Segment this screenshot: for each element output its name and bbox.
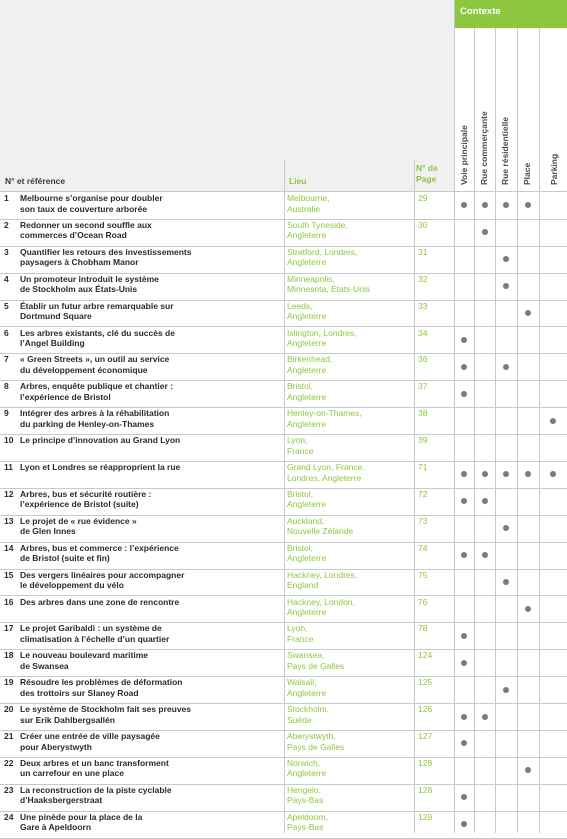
row-page-number: 29	[418, 193, 428, 203]
context-label: Rue résidentielle	[500, 116, 510, 185]
context-dot	[461, 202, 467, 208]
context-dot	[503, 579, 509, 585]
row-number: 12	[4, 488, 14, 499]
row-page-number: 34	[418, 327, 428, 338]
context-col-parking	[539, 28, 567, 191]
row-number: 23	[4, 784, 14, 795]
row-page-number: 38	[418, 408, 428, 419]
row-location: Melbourne, Australie	[287, 193, 330, 214]
row-reference: Arbres, enquête publique et chantier : l’expérience de Bristol	[20, 381, 174, 402]
context-label: Parking	[548, 153, 559, 185]
context-label: Voie principale	[459, 125, 469, 185]
row-page-number: 74	[418, 542, 428, 553]
table-row	[0, 300, 567, 327]
row-number: 7	[4, 354, 9, 365]
context-dot	[482, 498, 488, 504]
header-background-lower	[0, 160, 454, 191]
row-divider	[0, 838, 567, 839]
ref-column-header: N° et référence	[5, 176, 66, 186]
context-label: Place	[522, 162, 532, 185]
row-page-number: 127	[418, 731, 433, 741]
row-location: Auckland, Nouvelle Zélande	[287, 515, 354, 537]
row-location: Norwich, Angleterre	[287, 757, 327, 779]
row-number: 9	[4, 408, 9, 419]
context-dot	[503, 525, 509, 531]
row-location: Bristol, Angleterre	[287, 488, 327, 510]
table-row	[0, 407, 567, 434]
row-location: Hackney, Londres, England	[287, 569, 358, 591]
context-dot	[482, 471, 488, 477]
row-reference: Intégrer des arbres à la réhabilitation du parking de Henley-on-Thames	[20, 408, 170, 429]
table-row	[0, 461, 567, 488]
context-dot	[503, 687, 509, 693]
context-col-voie-principale	[454, 28, 473, 191]
context-dot	[503, 471, 509, 477]
row-page-number: 39	[418, 435, 428, 446]
row-number: 3	[4, 246, 9, 257]
row-reference: Le système de Stockholm fait ses preuves sur Erik Dahlbergsallén	[20, 704, 192, 725]
row-reference: Lyon et Londres se réapproprient la rue	[20, 462, 181, 472]
lieu-column-header: Lieu	[289, 176, 307, 186]
table-row	[0, 219, 567, 246]
row-number: 6	[4, 327, 9, 338]
table-row	[0, 488, 567, 515]
context-dot	[461, 821, 467, 827]
context-dot	[482, 229, 488, 235]
row-location: Walsall, Angleterre	[287, 677, 327, 698]
context-dot	[461, 471, 467, 477]
row-reference: Deux arbres et un banc transforment un carrefour en une place	[20, 757, 169, 779]
row-reference: Le nouveau boulevard maritime de Swansea	[20, 650, 149, 671]
row-number: 18	[4, 650, 14, 661]
row-number: 16	[4, 596, 14, 607]
row-reference: Quantifier les retours des investissements paysagers à Chobham Manor	[20, 246, 192, 268]
row-number: 19	[4, 677, 14, 688]
row-number: 17	[4, 623, 14, 634]
row-page-number: 78	[418, 623, 428, 634]
row-page-number: 36	[418, 354, 428, 365]
row-number: 11	[4, 462, 13, 472]
table-row	[0, 730, 567, 757]
context-dot	[482, 714, 488, 720]
row-page-number: 128	[418, 784, 433, 795]
row-number: 10	[4, 435, 14, 446]
table-row	[0, 676, 567, 703]
context-col-place	[517, 28, 536, 191]
row-page-number: 128	[418, 757, 433, 768]
row-location: Swansea, Pays de Galles	[287, 650, 345, 671]
row-page-number: 30	[418, 219, 428, 230]
row-number: 20	[4, 704, 14, 715]
row-location: Stockholm, Suède	[287, 704, 330, 725]
row-location: Stratford, Londres, Angleterre	[287, 246, 358, 268]
row-number: 15	[4, 569, 14, 580]
table-row	[0, 353, 567, 380]
row-location: Henley-on-Thames, Angleterre	[287, 408, 362, 429]
context-dot	[503, 283, 509, 289]
table-row	[0, 596, 567, 623]
row-reference: Le projet de « rue évidence » de Glen Innes	[20, 515, 137, 537]
row-page-number: 33	[418, 300, 428, 311]
row-reference: Arbres, bus et sécurité routière : l’expérience de Bristol (suite)	[20, 488, 152, 510]
row-location: Hackney, London, Angleterre	[287, 596, 355, 617]
row-page-number: 72	[418, 488, 428, 499]
row-number: 24	[4, 811, 14, 822]
context-dot	[461, 660, 467, 666]
table-row	[0, 273, 567, 300]
row-reference: Résoudre les problèmes de déformation des trottoirs sur Slaney Road	[20, 677, 183, 698]
row-page-number: 129	[418, 811, 433, 822]
row-location: Lyon, France	[287, 623, 314, 644]
context-dot	[461, 364, 467, 370]
context-dot	[461, 633, 467, 639]
row-number: 22	[4, 757, 14, 768]
table-row	[0, 542, 567, 569]
table-row	[0, 434, 567, 461]
table-row	[0, 811, 567, 838]
row-location: Apeldoorn, Pays-Bas	[287, 811, 329, 833]
table-row	[0, 569, 567, 596]
table-row	[0, 649, 567, 676]
context-dot	[550, 418, 556, 424]
row-location: Islington, Londres, Angleterre	[287, 327, 357, 348]
row-location: Grand Lyon, France. Londres, Angleterre	[287, 462, 365, 483]
row-reference: Des arbres dans une zone de rencontre	[20, 596, 180, 607]
row-reference: Le projet Garibaldi : un système de climatisation à l’échelle d’un quartier	[20, 623, 170, 644]
context-dot	[525, 310, 531, 316]
table-row	[0, 380, 567, 407]
row-number: 13	[4, 515, 14, 526]
row-page-number: 37	[418, 381, 428, 392]
row-location: Leeds, Angleterre	[287, 300, 327, 322]
table-row	[0, 327, 567, 354]
row-location: Hengelo, Pays-Bas	[287, 784, 324, 806]
row-reference: Créer une entrée de ville paysagée pour Aberystwyth	[20, 731, 160, 752]
row-reference: Établir un futur arbre remarquable sur Dortmund Square	[20, 300, 174, 322]
contexte-heading: Contexte	[454, 0, 567, 28]
context-dot	[503, 256, 509, 262]
row-page-number: 126	[418, 704, 433, 715]
context-label: Rue commerçante	[479, 111, 489, 185]
row-location: Lyon, France	[287, 435, 314, 456]
row-page-number: 71	[418, 462, 428, 472]
row-number: 5	[4, 300, 9, 311]
context-dot	[525, 202, 531, 208]
row-page-number: 73	[418, 515, 428, 526]
row-location: Aberystwyth, Pays de Galles	[287, 731, 345, 752]
row-reference: Le principe d’innovation au Grand Lyon	[20, 435, 181, 446]
table-row	[0, 515, 567, 542]
context-dot	[461, 740, 467, 746]
row-number: 2	[4, 219, 9, 230]
table-row	[0, 192, 567, 219]
row-location: Birkenhead, Angleterre	[287, 354, 333, 375]
row-number: 8	[4, 381, 9, 392]
row-page-number: 75	[418, 569, 428, 580]
row-reference: Arbres, bus et commerce : l’expérience de Bristol (suite et fin)	[20, 542, 179, 564]
context-dot	[482, 202, 488, 208]
row-page-number: 76	[418, 596, 428, 607]
row-page-number: 31	[418, 246, 428, 257]
row-reference: La reconstruction de la piste cyclable d’Haaksbergerstraat	[20, 784, 172, 806]
row-location: Bristol, Angleterre	[287, 542, 327, 564]
row-reference: « Green Streets », un outil au service du développement économique	[20, 354, 170, 375]
table-row	[0, 622, 567, 649]
context-dot	[525, 767, 531, 773]
row-location: Minneapolis, Minnesota, États-Unis	[287, 273, 371, 295]
row-reference: Un promoteur introduit le système de Stockholm aux États-Unis	[20, 273, 159, 295]
row-reference: Une pinède pour la place de la Gare à Apeldoorn	[20, 811, 143, 833]
context-dot	[461, 714, 467, 720]
context-dot	[461, 391, 467, 397]
row-number: 21	[4, 731, 14, 741]
row-reference: Des vergers linéaires pour accompagner le développement du vélo	[20, 569, 185, 591]
context-dot	[461, 498, 467, 504]
row-number: 4	[4, 273, 9, 284]
row-page-number: 32	[418, 273, 428, 284]
context-dot	[461, 552, 467, 558]
context-col-rue-residentielle	[495, 28, 514, 191]
row-reference: Les arbres existants, clé du succès de l’Angel Building	[20, 327, 175, 348]
context-dot	[461, 337, 467, 343]
context-dot	[525, 471, 531, 477]
page-column-header: N° de Page	[416, 163, 438, 184]
context-dot	[461, 794, 467, 800]
row-location: South Tyneside, Angleterre	[287, 219, 348, 241]
context-dot	[550, 471, 556, 477]
context-dot	[525, 606, 531, 612]
table-row	[0, 703, 567, 730]
table-row	[0, 246, 567, 273]
row-number: 14	[4, 542, 14, 553]
row-reference: Melbourne s’organise pour doubler son taux de couverture arborée	[20, 193, 163, 214]
context-dot	[503, 364, 509, 370]
context-dot	[503, 202, 509, 208]
table-row	[0, 784, 567, 811]
row-page-number: 125	[418, 677, 433, 688]
context-col-rue-commercante	[474, 28, 493, 191]
row-number: 1	[4, 193, 9, 203]
table-row	[0, 757, 567, 784]
row-page-number: 124	[418, 650, 433, 661]
row-reference: Redonner un second souffle aux commerces d’Ocean Road	[20, 219, 152, 241]
row-location: Bristol, Angleterre	[287, 381, 327, 402]
context-dot	[482, 552, 488, 558]
